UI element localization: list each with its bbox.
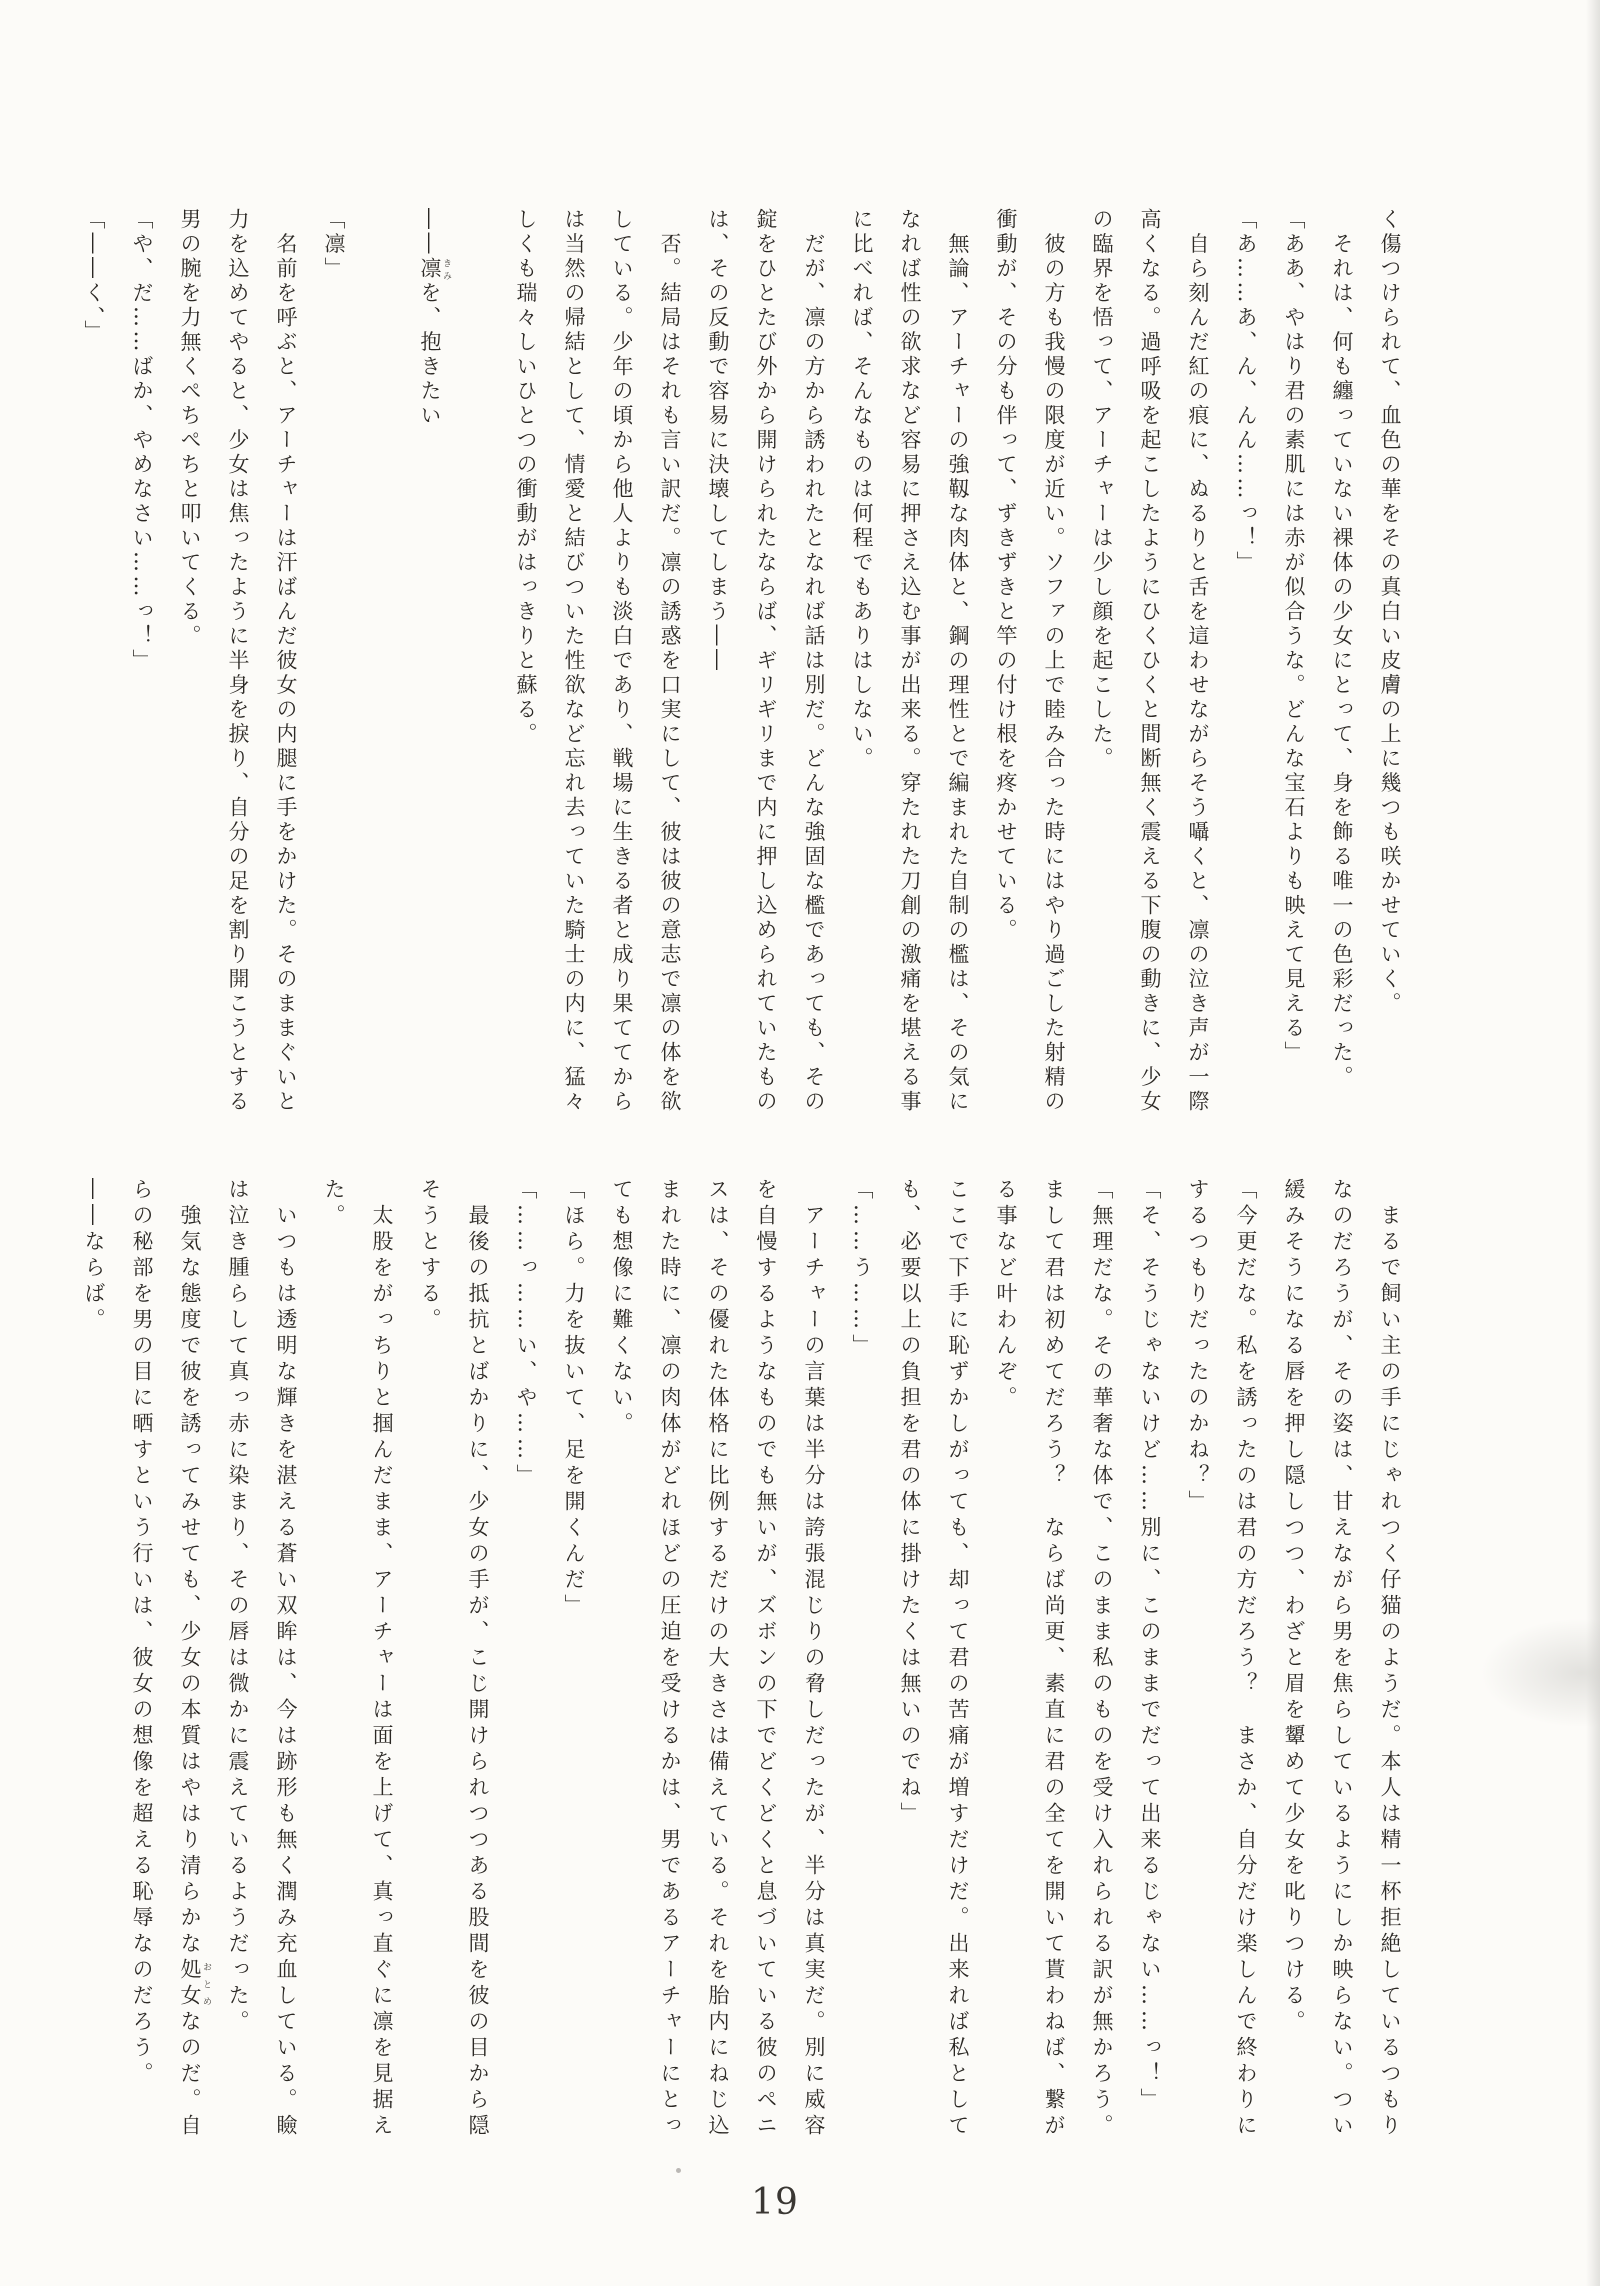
text-block-top — [70, 208, 1414, 1120]
text-line: 名前を呼ぶと、アーチャーは汗ばんだ彼女の内腿に手をかけた。そのままぐいと力を込めてやると、少女は焦ったように半身を捩り、自分の足を割り開こうとする男の腕を力無くぺちぺちと叩いてくる。 — [178, 208, 298, 1115]
text-line: それは、何も纏っていない裸体の少女にとって、身を飾る唯一の色彩だった。 — [1330, 208, 1354, 1090]
text-line: 太股をがっちりと掴んだまま、アーチャーは面を上げて、真っ直ぐに凛を見据えた。 — [322, 1178, 394, 2140]
blank-line — [358, 208, 406, 1120]
text-line: ――凛 きみを、抱きたい — [418, 208, 451, 429]
text-line: 「無理だな。その華奢な体で、このまま私のものを受け入れられる訳が無かろう。まして君は初めてだろう？ ならば尚更、素直に君の全てを開いて貰わねば、繋がる事など叶わんぞ。 — [994, 1178, 1114, 2140]
text-line: 否。結局はそれも言い訳だ。凛の誘惑を口実にして、彼は彼の意志で凛の体を欲している。少年の頃から他人よりも淡白であり、戦場に生きる者と成り果ててからは当然の帰結として、情愛と結びついた性欲など忘れ去っていた騎士の内に、猛々しくも瑞々しいひとつの衝動がはっきりと蘇る。 — [514, 208, 682, 1115]
text-line: いつもは透明な輝きを湛える蒼い双眸は、今は跡形も無く潤み充血している。瞼は泣き腫らして真っ赤に染まり、その唇は微かに震えているようだった。 — [226, 1178, 298, 2140]
text-line: 「……っ……い、や……」 — [514, 1178, 538, 1490]
text-line: 「そ、そうじゃないけど……別に、このままでだって出来るじゃない……っ！」 — [1138, 1178, 1162, 2114]
text-line: 「今更だな。私を誘ったのは君の方だろう？ まさか、自分だけ楽しんで終わりにするつもりだったのかね？」 — [1186, 1178, 1258, 2140]
text-line: まるで飼い主の手にじゃれつく仔猫のようだ。本人は精一杯拒絶しているつもりなのだろうが、その姿は、甘えながら男を焦らしているようにしか映らない。つい緩みそうになる唇を押し隠しつつ、わざと眉を顰めて少女を叱りつける。 — [1282, 1178, 1402, 2140]
text-block-bottom — [70, 1178, 1414, 2140]
text-line: アーチャーの言葉は半分は誇張混じりの脅しだったが、半分は真実だ。別に威容を自慢するようなものでも無いが、ズボンの下でどくどくと息づいている彼のペニスは、その優れた体格に比例するだけの大きさは備えている。それを胎内にねじ込まれた時に、凛の肉体がどれほどの圧迫を受けるかは、男であるアーチャーにとっても想像に難くない。 — [610, 1178, 826, 2140]
text-line: ここで下手に恥ずかしがっても、却って君の苦痛が増すだけだ。出来れば私としても、必要以上の負担を君の体に掛けたくは無いのでね」 — [898, 1178, 970, 2140]
text-line: 「……う……」 — [850, 1178, 874, 1360]
paper-speck — [676, 2168, 681, 2173]
text-line: 「ああ、やはり君の素肌には赤が似合うな。どんな宝石よりも映えて見える」 — [1282, 208, 1306, 1066]
text-line: ――ならば。 — [82, 1178, 106, 1334]
scan-crease-artifact — [1480, 1618, 1600, 1728]
text-line: 彼の方も我慢の限度が近い。ソファの上で睦み合った時にはやり過ごした射精の衝動が、その分も伴って、ずきずきと竿の付け根を疼かせている。 — [994, 208, 1066, 1115]
text-line: 「――く、」 — [82, 208, 106, 345]
text-line: 「あ……あ、ん、んん……っ！」 — [1234, 208, 1258, 576]
blank-line — [454, 208, 502, 1120]
text-line: く傷つけられて、血色の華をその真白い皮膚の上に幾つも咲かせていく。 — [1378, 208, 1402, 1017]
text-line: だが、凛の方から誘われたとなれば話は別だ。どんな強固な檻であっても、その錠をひとたび外から開けられたならば、ギリギリまで内に押し込められていたものは、その反動で容易に決壊してしまう―― — [706, 208, 826, 1115]
text-line: 「凛」 — [322, 208, 346, 282]
text-line: 「ほら。力を抜いて、足を開くんだ」 — [562, 1178, 586, 1620]
text-line: 最後の抵抗とばかりに、少女の手が、こじ開けられつつある股間を彼の目から隠そうとする。 — [418, 1178, 490, 2140]
text-line: 強気な態度で彼を誘ってみせても、少女の本質はやはり清らかな処女 おとめなのだ。自らの秘部を男の目に晒すという行いは、彼女の想像を超える恥辱なのだろう。 — [130, 1178, 211, 2140]
text-line: 「や、だ……ばか、やめなさい……っ！」 — [130, 208, 154, 674]
furigana-ruby: 凛 きみ — [418, 257, 451, 282]
furigana-ruby: 処女 おとめ — [178, 1958, 211, 2010]
text-line: 自ら刻んだ紅の痕に、ぬるりと舌を這わせながらそう囁くと、凛の泣き声が一際高くなる。過呼吸を起こしたようにひくひくと間断無く震える下腹の動きに、少女の臨界を悟って、アーチャーは少し顔を起こした。 — [1090, 208, 1210, 1115]
page-number: 19 — [751, 2182, 799, 2223]
text-line: 無論、アーチャーの強靱な肉体と、鋼の理性とで編まれた自制の檻は、その気になれば性の欲求など容易に押さえ込む事が出来る。穿たれた刀創の激痛を堪える事に比べれば、そんなものは何程でもありはしない。 — [850, 208, 970, 1115]
scan-edge-shadow — [1586, 0, 1600, 2286]
